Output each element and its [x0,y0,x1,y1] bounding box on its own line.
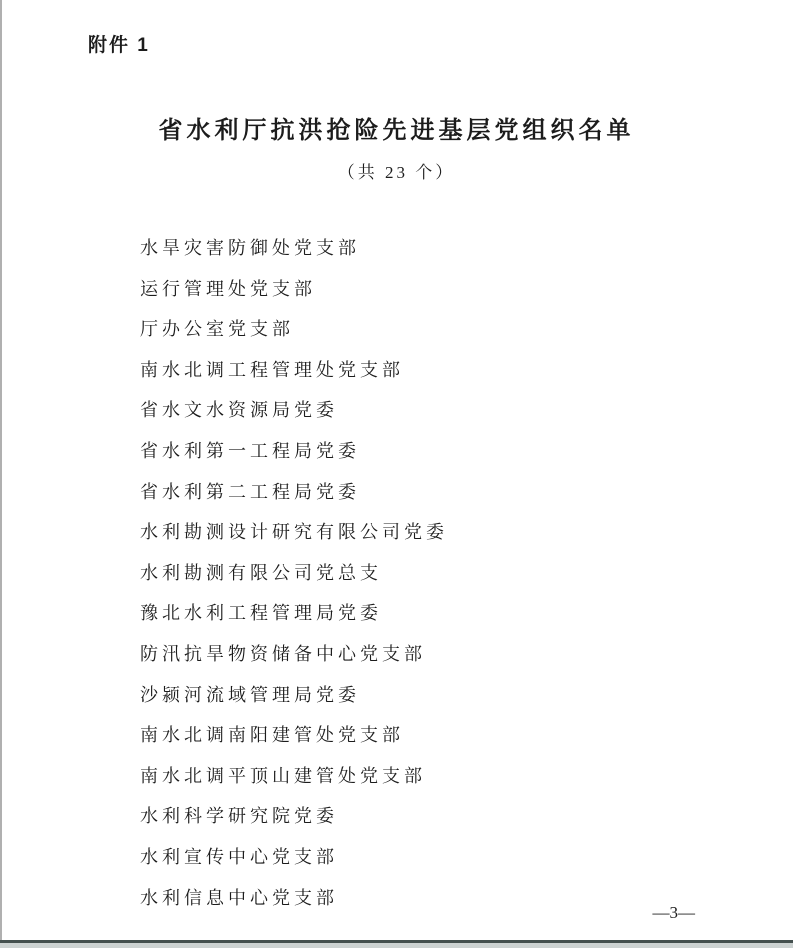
list-item: 水利勘测有限公司党总支 [140,562,382,583]
page-number: —3— [652,903,695,922]
list-item: 水利信息中心党支部 [140,887,338,908]
list-item: 南水北调平顶山建管处党支部 [140,765,426,786]
organization-list [140,228,660,918]
list-item: 省水利第一工程局党委 [140,440,360,461]
list-item: 水利勘测设计研究有限公司党委 [140,522,448,543]
document-subtitle: （共 23 个） [337,163,456,182]
list-item: 水利科学研究院党委 [140,806,338,827]
list-item: 省水文水资源局党委 [140,400,338,421]
list-item: 运行管理处党支部 [140,278,316,299]
list-item: 防汛抗旱物资储备中心党支部 [140,643,426,664]
list-item: 水旱灾害防御处党支部 [140,238,360,258]
list-item: 南水北调南阳建管处党支部 [140,725,404,746]
scan-edge-bottom-shadow [0,943,793,948]
attachment-label: 附件 1 [88,35,150,56]
list-item: 水利宣传中心党支部 [140,846,338,867]
list-item: 省水利第二工程局党委 [140,481,360,502]
list-item: 厅办公室党支部 [140,319,294,340]
document-title: 省水利厅抗洪抢险先进基层党组织名单 [158,117,635,144]
list-item: 沙颍河流域管理局党委 [140,684,360,705]
list-item: 豫北水利工程管理局党委 [140,603,382,624]
list-item: 南水北调工程管理处党支部 [140,359,404,380]
